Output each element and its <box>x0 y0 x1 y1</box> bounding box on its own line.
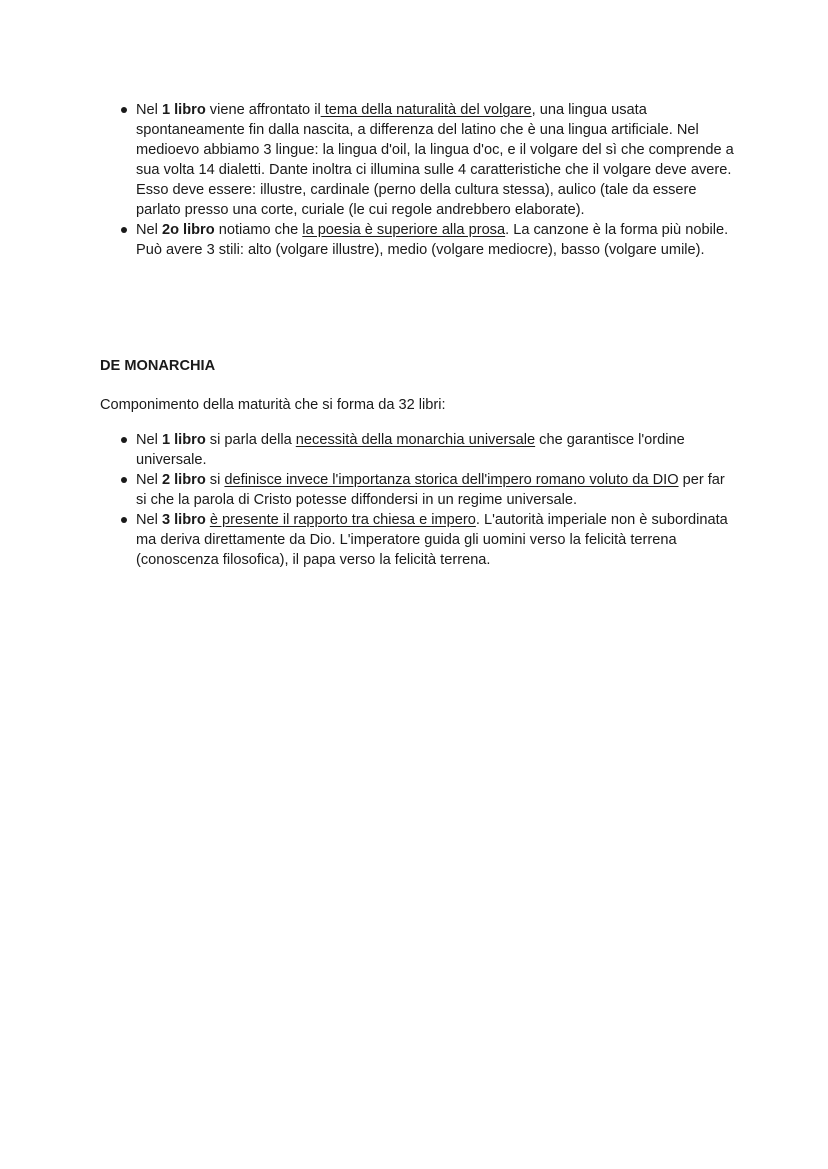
underlined-phrase: è presente il rapporto tra chiesa e impero <box>209 512 476 528</box>
volgare-book-list <box>136 100 736 260</box>
item-text: si <box>205 472 225 488</box>
item-text: per far si che la parola di Cristo potesse diffondersi in un regime universale. <box>136 472 725 508</box>
item-text: Nel <box>136 512 162 528</box>
book-label: 2 libro <box>161 472 206 488</box>
list-item <box>136 220 736 260</box>
monarchia-book-list <box>136 430 736 570</box>
item-text: Nel <box>136 222 162 238</box>
book-label: 2o libro <box>161 222 215 238</box>
section-heading: DE MONARCHIA <box>100 358 216 374</box>
item-text: Nel <box>136 102 162 118</box>
underlined-phrase: necessità della monarchia universale <box>295 432 536 448</box>
item-text: Nel <box>136 472 162 488</box>
item-text: . La canzone è la forma più nobile. Può avere 3 stili: alto (volgare illustre), medio (volgare mediocre), basso (volgare umile). <box>136 222 729 258</box>
item-text: viene affrontato il <box>205 102 321 118</box>
item-text: si parla della <box>205 432 296 448</box>
book-label: 1 libro <box>161 102 206 118</box>
list-item <box>136 100 736 220</box>
item-text: che garantisce l'ordine universale. <box>136 432 685 468</box>
underlined-phrase: la poesia è superiore alla prosa <box>302 222 506 238</box>
book-label: 1 libro <box>161 432 206 448</box>
list-item <box>136 510 736 570</box>
underlined-phrase: definisce invece l'importanza storica dell'impero romano voluto da DIO <box>224 472 679 488</box>
intro-paragraph: Componimento della maturità che si forma da 32 libri: <box>100 397 446 413</box>
list-item <box>136 430 736 470</box>
book-label: 3 libro <box>161 512 206 528</box>
item-text: , una lingua usata spontaneamente fin dalla nascita, a differenza del latino che è una lingua artificiale. Nel medioevo abbiamo 3 lingue: la lingua d'oil, la lingua d'oc, e il volgare del sì che comprende a sua volta 14 dialetti. Dante inoltra ci illumina sulle 4 caratteristiche che il volgare deve avere. Esso deve essere: illustre, cardinale (perno della cultura stessa), aulico (tale da essere parlato presso una corte, curiale (le cui regole andrebbero elaborate). <box>136 102 734 218</box>
underlined-phrase: tema della naturalità del volgare <box>320 102 532 118</box>
item-text: Nel <box>136 432 162 448</box>
list-item <box>136 470 736 510</box>
item-text: . L'autorità imperiale non è subordinata ma deriva direttamente da Dio. L'imperatore guida gli uomini verso la felicità terrena (conoscenza filosofica), il papa verso la felicità terrena. <box>136 512 728 568</box>
item-text: notiamo che <box>214 222 303 238</box>
